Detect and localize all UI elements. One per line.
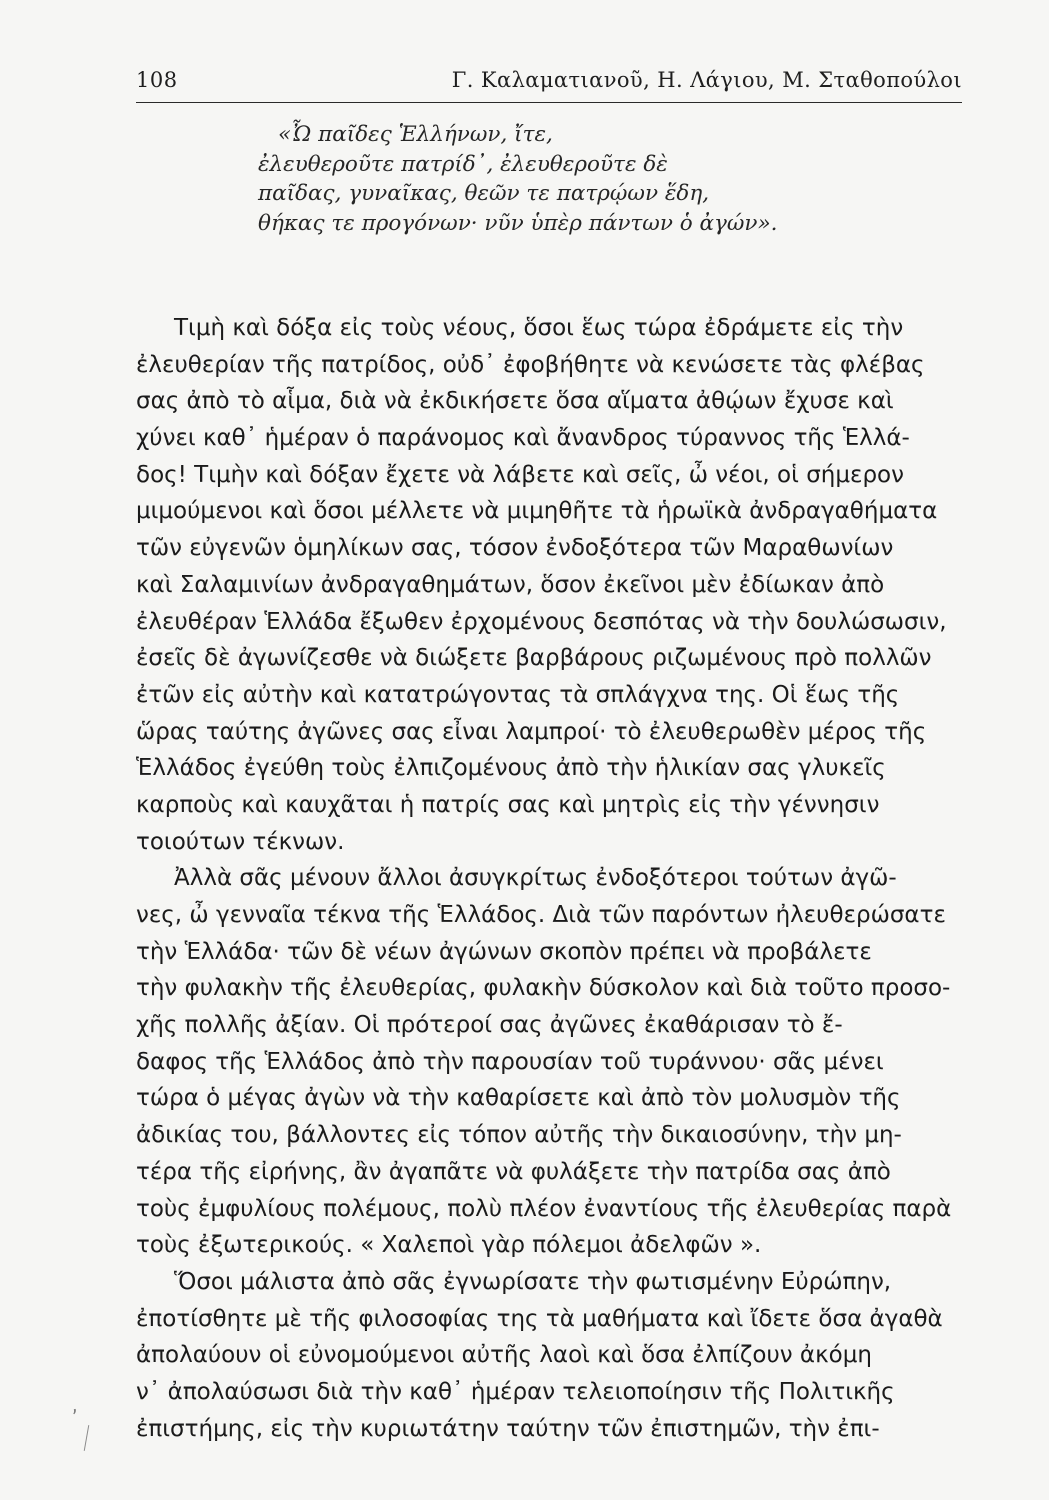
text-line: καὶ Σαλαμινίων ἀνδραγαθημάτων, ὅσον ἐκεῖνοι μὲν ἐδίωκαν ἀπὸ [136, 571, 885, 598]
text-line: τοὺς ἐμφυλίους πολέμους, πολὺ πλέον ἐναντίους τῆς ἐλευθερίας παρὰ [136, 1195, 952, 1222]
text-line: καρποὺς καὶ καυχᾶται ἡ πατρίς σας καὶ μητρὶς εἰς τὴν γέννησιν [136, 791, 880, 818]
text-line: τώρα ὁ μέγας ἀγὼν νὰ τὴν καθαρίσετε καὶ ἀπὸ τὸν μολυσμὸν τῆς [136, 1085, 901, 1112]
text-line: Ἀλλὰ σᾶς μένουν ἄλλοι ἀσυγκρίτως ἐνδοξότεροι τούτων ἀγῶ- [174, 865, 897, 892]
text-line: ἐτῶν εἰς αὐτὴν καὶ κατατρώγοντας τὰ σπλάγχνα της. Οἱ ἕως τῆς [136, 681, 900, 708]
text-line: ἐσεῖς δὲ ἀγωνίζεσθε νὰ διώξετε βαρβάρους ριζωμένους πρὸ πολλῶν [136, 645, 932, 672]
text-line: τῶν εὐγενῶν ὁμηλίκων σας, τόσον ἐνδοξότερα τῶν Μαραθωνίων [136, 535, 894, 562]
text-line: τὴν Ἑλλάδα· τῶν δὲ νέων ἀγώνων σκοπὸν πρέπει νὰ προβάλετε [136, 938, 872, 965]
page-header [136, 60, 962, 103]
text-line: τοιούτων τέκνων. [136, 828, 345, 855]
text-line: χῆς πολλῆς ἀξίαν. Οἱ πρότεροί σας ἀγῶνες ἐκαθάρισαν τὸ ἔ- [136, 1012, 843, 1039]
text-line: μιμούμενοι καὶ ὅσοι μέλλετε νὰ μιμηθῆτε τὰ ἡρωϊκὰ ἀνδραγαθήματα [136, 498, 938, 525]
margin-pencil-stroke [84, 1425, 89, 1451]
text-line: Ὅσοι μάλιστα ἀπὸ σᾶς ἐγνωρίσατε τὴν φωτισμένην Εὐρώπην, [174, 1268, 892, 1295]
text-line: σας ἀπὸ τὸ αἷμα, διὰ νὰ ἐκδικήσετε ὅσα αἵματα ἀθῴων ἔχυσε καὶ [136, 388, 894, 415]
text-line: ἐπιστήμης, εἰς τὴν κυριωτάτην ταύτην τῶν ἐπιστημῶν, τὴν ἐπι- [136, 1415, 880, 1442]
text-line: ἐλευθερίαν τῆς πατρίδος, οὐδ᾽ ἐφοβήθητε νὰ κενώσετε τὰς φλέβας [136, 351, 925, 378]
text-line: χύνει καθ᾽ ἡμέραν ὁ παράνομος καὶ ἄνανδρος τύραννος τῆς Ἑλλά- [136, 425, 910, 452]
text-line: δαφος τῆς Ἑλλάδος ἀπὸ τὴν παρουσίαν τοῦ τυράννου· σᾶς μένει [136, 1048, 884, 1075]
text-line: ἐλευθέραν Ἑλλάδα ἔξωθεν ἐρχομένους δεσπότας νὰ τὴν δουλώσωσιν, [136, 608, 947, 635]
text-line: δος! Τιμὴν καὶ δόξαν ἔχετε νὰ λάβετε καὶ σεῖς, ὦ νέοι, οἱ σήμερον [136, 461, 904, 488]
text-line: ὥρας ταύτης ἀγῶνες σας εἶναι λαμπροί· τὸ ἐλευθερωθὲν μέρος τῆς [136, 718, 927, 745]
text-line: ἀδικίας του, βάλλοντες εἰς τόπον αὐτῆς τὴν δικαιοσύνην, τὴν μη- [136, 1122, 902, 1149]
text-line: ἐποτίσθητε μὲ τῆς φιλοσοφίας της τὰ μαθήματα καὶ ἴδετε ὅσα ἀγαθὰ [136, 1305, 943, 1332]
body-text [136, 310, 982, 1447]
text-line: νες, ὦ γενναῖα τέκνα τῆς Ἑλλάδος. Διὰ τῶν παρόντων ἠλευθερώσατε [136, 902, 946, 928]
page-number: 108 [136, 68, 178, 92]
text-line: τὴν φυλακὴν τῆς ἐλευθερίας, φυλακὴν δύσκολον καὶ διὰ τοῦτο προσο- [136, 975, 951, 1002]
text-line: ν᾽ ἀπολαύσωσι διὰ τὴν καθ᾽ ἡμέραν τελειοποίησιν τῆς Πολιτικῆς [136, 1378, 895, 1405]
text-line: ἀπολαύουν οἱ εὐνομούμενοι αὐτῆς λαοὶ καὶ ὅσα ἐλπίζουν ἀκόμη [136, 1342, 872, 1369]
quote-line: ἐλευθεροῦτε πατρίδ᾽, ἐλευθεροῦτε δὲ [258, 151, 668, 177]
text-line: Ἑλλάδος ἐγεύθη τοὺς ἐλπιζομένους ἀπὸ τὴν ἡλικίαν σας γλυκεῖς [136, 755, 886, 782]
quote-line: θήκας τε προγόνων· νῦν ὑπὲρ πάντων ὁ ἀγών». [258, 210, 778, 236]
quote-line: παῖδας, γυναῖκας, θεῶν τε πατρῴων ἕδη, [258, 181, 710, 206]
text-line: τοὺς ἐξωτερικούς. « Χαλεποὶ γὰρ πόλεμοι ἀδελφῶν ». [136, 1232, 762, 1259]
text-line: τέρα τῆς εἰρήνης, ἂν ἀγαπᾶτε νὰ φυλάξετε τὴν πατρίδα σας ἀπὸ [136, 1158, 891, 1185]
text-line: Τιμὴ καὶ δόξα εἰς τοὺς νέους, ὅσοι ἕως τώρα ἐδράμετε εἰς τὴν [174, 315, 904, 341]
quote-line: «Ὦ παῖδες Ἑλλήνων, ἴτε, [278, 122, 553, 147]
epigraph-quote [258, 120, 777, 238]
running-head: Γ. Καλαματιανοῦ, Η. Λάγιου, Μ. Σταθοπούλοι [451, 68, 962, 92]
margin-pencil-mark: ʼ [69, 1404, 81, 1430]
